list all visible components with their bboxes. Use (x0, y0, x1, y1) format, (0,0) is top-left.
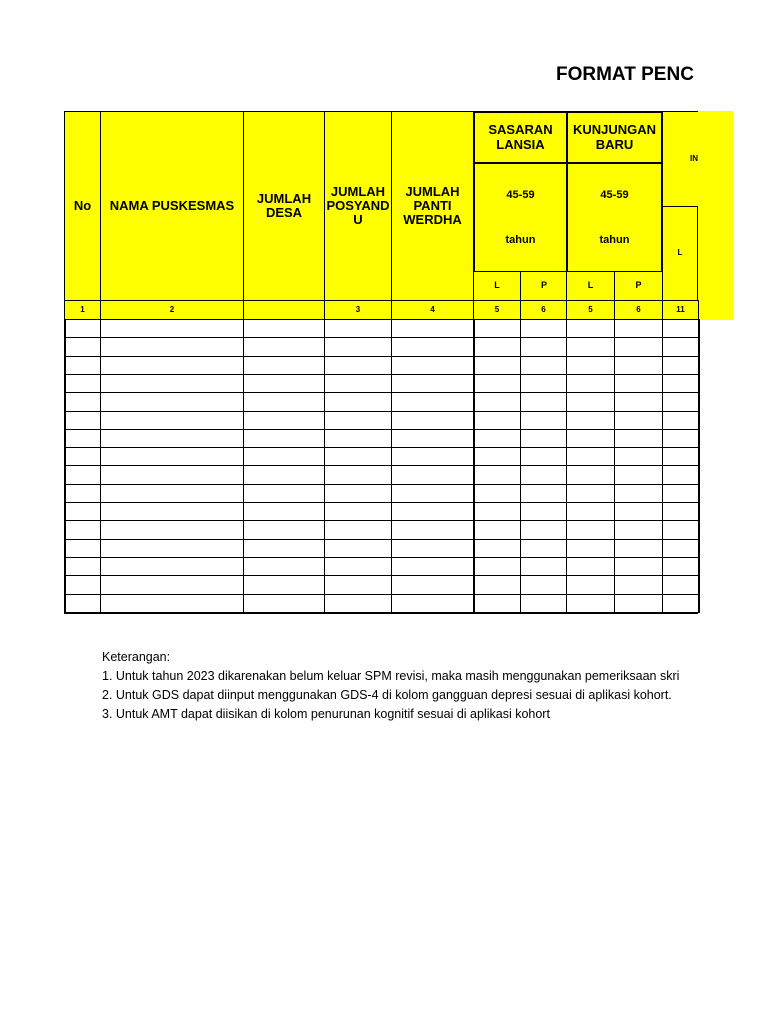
column-number-cell: 6 (520, 300, 567, 320)
header-sasaran-age (473, 162, 568, 273)
column-number-cell: 5 (473, 300, 521, 320)
grid-column-line (662, 319, 663, 613)
grid-row-line (64, 520, 698, 521)
grid-row-line (64, 374, 698, 375)
header-nama-puskesmas: NAMA PUSKESMAS (100, 111, 244, 301)
grid-column-line (391, 319, 392, 613)
grid-row-line (64, 502, 698, 503)
header-cut-l: L (662, 206, 698, 301)
grid-row-line (64, 465, 698, 466)
column-number-cell: 4 (391, 300, 474, 320)
grid-column-line (614, 319, 615, 613)
header-sasaran-l: L (473, 271, 521, 301)
grid-row-line (64, 392, 698, 393)
grid-column-line (324, 319, 325, 613)
note-item-1: 1. Untuk tahun 2023 dikarenakan belum keluar SPM revisi, maka masih menggunakan pemeriksaan skri (102, 669, 680, 683)
notes-section (102, 648, 698, 724)
notes-heading: Keterangan: (102, 650, 171, 664)
header-sasaran-lansia: SASARAN LANSIA (473, 111, 568, 164)
header-jumlah-posyandu: JUMLAH POSYAND U (324, 111, 392, 301)
grid-row-line (64, 447, 698, 448)
note-item-2: 2. Untuk GDS dapat diinput menggunakan GDS-4 di kolom gangguan depresi sesuai di aplikasi kohort. (102, 688, 672, 702)
header-kunjungan-p: P (614, 271, 663, 301)
grid-row-line (64, 594, 698, 595)
header-jumlah-panti-werdha: JUMLAH PANTI WERDHA (391, 111, 474, 301)
grid-row-line (64, 557, 698, 558)
grid-column-line (64, 319, 66, 613)
column-number-cell: 6 (614, 300, 663, 320)
grid-column-line (698, 319, 700, 613)
sasaran-age-range: 45-59 (506, 188, 535, 201)
grid-column-line (566, 319, 567, 613)
grid-row-line (64, 539, 698, 540)
column-number-cell: 3 (324, 300, 392, 320)
column-number-cell: 5 (566, 300, 615, 320)
grid-row-line (64, 356, 698, 357)
grid-column-line (243, 319, 244, 613)
header-no: No (64, 111, 101, 301)
grid-row-line (64, 319, 698, 320)
grid-row-line (64, 612, 698, 614)
grid-row-line (64, 484, 698, 485)
cut-off-header-fill (698, 111, 733, 320)
sasaran-age-unit: tahun (505, 234, 536, 247)
header-cut-column: IN (662, 111, 698, 207)
grid-column-line (100, 319, 101, 613)
grid-row-line (64, 429, 698, 430)
header-sasaran-p: P (520, 271, 568, 301)
grid-column-line (520, 319, 521, 613)
grid-column-line (473, 319, 475, 613)
header-kunjungan-age (566, 162, 663, 273)
column-number-cell: 1 (64, 300, 101, 320)
kunjungan-age-unit: tahun (599, 234, 630, 247)
grid-row-line (64, 411, 698, 412)
note-item-3: 3. Untuk AMT dapat diisikan di kolom penurunan kognitif sesuai di aplikasi kohort (102, 707, 550, 721)
grid-row-line (64, 575, 698, 576)
header-jumlah-desa: JUMLAH DESA (243, 111, 325, 301)
header-kunjungan-l: L (566, 271, 615, 301)
column-number-cell: 2 (100, 300, 244, 320)
grid-row-line (64, 337, 698, 338)
header-kunjungan-baru: KUNJUNGAN BARU (566, 111, 663, 164)
column-number-cell (243, 300, 325, 320)
page-title: FORMAT PENC (556, 64, 694, 85)
kunjungan-age-range: 45-59 (600, 188, 629, 201)
column-number-cell: 11 (662, 300, 699, 320)
